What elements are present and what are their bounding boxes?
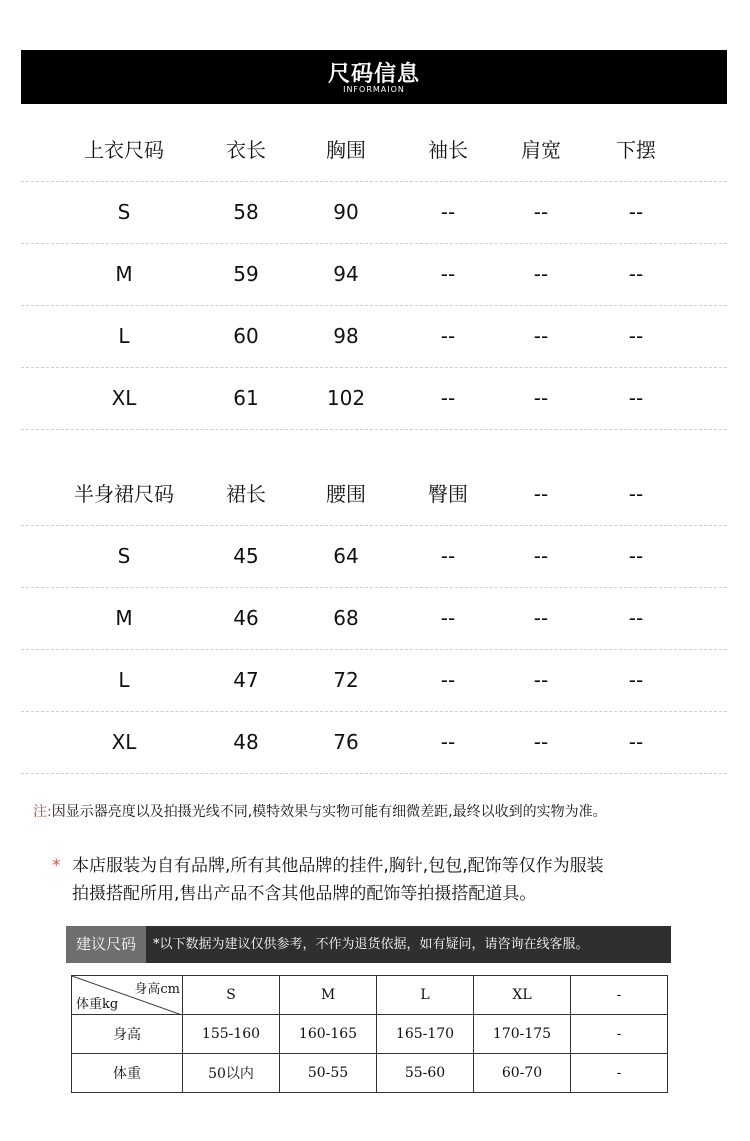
table-row	[21, 526, 727, 588]
grid-cell: 50-55	[280, 1054, 377, 1093]
grid-col-header: XL	[474, 976, 571, 1015]
recommend-size-bar	[66, 926, 671, 963]
measurement-cell: --	[440, 324, 456, 348]
measurement-cell: --	[533, 386, 549, 410]
column-header: --	[628, 482, 644, 506]
column-header: 衣长	[226, 138, 266, 162]
measurement-cell: 48	[233, 730, 259, 754]
grid-header-row	[72, 976, 668, 1015]
measurement-cell: 60	[233, 324, 259, 348]
disclaimer-line-2: 拍摄搭配所用,售出产品不含其他品牌的配饰等拍摄搭配道具。	[72, 884, 537, 904]
note-text: 因显示器亮度以及拍摄光线不同,模特效果与实物可能有细微差距,最终以收到的实物为准。	[51, 804, 607, 820]
measurement-cell: 64	[333, 544, 359, 568]
grid-row-label: 体重	[72, 1054, 183, 1093]
corner-height-label: 身高cm	[134, 982, 180, 997]
measurement-cell: --	[533, 200, 549, 224]
grid-col-header: M	[280, 976, 377, 1015]
grid-cell: 160-165	[280, 1015, 377, 1054]
table-row	[21, 712, 727, 774]
grid-row-height	[72, 1015, 668, 1054]
column-header: 腰围	[326, 482, 366, 506]
column-header: 裙长	[226, 482, 266, 506]
measurement-cell: --	[628, 324, 644, 348]
column-header: 上衣尺码	[84, 138, 164, 162]
measurement-cell: 90	[333, 200, 359, 224]
measurement-cell: --	[533, 606, 549, 630]
measurement-cell: 58	[233, 200, 259, 224]
table-row	[21, 306, 727, 368]
measurement-cell: --	[440, 200, 456, 224]
measurement-cell: 72	[333, 668, 359, 692]
size-label: M	[115, 606, 133, 630]
brand-disclaimer	[52, 852, 604, 908]
table-row	[21, 588, 727, 650]
size-label: S	[117, 544, 131, 568]
measurement-cell: --	[533, 324, 549, 348]
measurement-cell: --	[628, 386, 644, 410]
grid-cell: 170-175	[474, 1015, 571, 1054]
recommend-message: *以下数据为建议仅供参考，不作为退货依据，如有疑问，请咨询在线客服。	[153, 937, 589, 952]
measurement-cell: --	[440, 262, 456, 286]
grid-corner-cell	[72, 976, 183, 1015]
recommend-tag: 建议尺码	[66, 926, 146, 963]
grid-cell: 55-60	[377, 1054, 474, 1093]
table-header-row	[21, 120, 727, 182]
measurement-cell: 45	[233, 544, 259, 568]
column-header: --	[533, 482, 549, 506]
grid-col-header: -	[571, 976, 668, 1015]
recommend-size-grid	[71, 975, 668, 1093]
column-header: 肩宽	[521, 138, 561, 162]
measurement-cell: --	[533, 262, 549, 286]
grid-cell: 60-70	[474, 1054, 571, 1093]
measurement-cell: --	[628, 606, 644, 630]
measurement-cell: --	[628, 730, 644, 754]
table-row	[21, 368, 727, 430]
measurement-cell: --	[533, 544, 549, 568]
grid-cell: -	[571, 1054, 668, 1093]
grid-row-label: 身高	[72, 1015, 183, 1054]
note-prefix: 注:	[33, 804, 52, 820]
size-label: L	[118, 668, 130, 692]
skirt-size-table	[21, 464, 727, 774]
grid-cell: 155-160	[183, 1015, 280, 1054]
grid-col-header: S	[183, 976, 280, 1015]
size-label: XL	[111, 730, 137, 754]
column-header: 胸围	[326, 138, 366, 162]
measurement-cell: --	[628, 200, 644, 224]
size-label: S	[117, 200, 131, 224]
measurement-cell: --	[440, 730, 456, 754]
measurement-cell: --	[440, 606, 456, 630]
column-header: 臀围	[428, 482, 468, 506]
column-header: 下摆	[616, 138, 656, 162]
measurement-cell: --	[440, 544, 456, 568]
measurement-cell: --	[440, 386, 456, 410]
measurement-cell: 61	[233, 386, 259, 410]
measurement-cell: --	[440, 668, 456, 692]
top-size-table	[21, 120, 727, 430]
measurement-cell: 98	[333, 324, 359, 348]
measurement-cell: 68	[333, 606, 359, 630]
display-note	[33, 801, 607, 821]
disclaimer-line-1: 本店服装为自有品牌,所有其他品牌的挂件,胸针,包包,配饰等仅作为服装	[72, 856, 604, 876]
measurement-cell: 76	[333, 730, 359, 754]
grid-cell: -	[571, 1015, 668, 1054]
measurement-cell: --	[628, 544, 644, 568]
table-row	[21, 244, 727, 306]
measurement-cell: --	[628, 262, 644, 286]
corner-weight-label: 体重kg	[76, 997, 119, 1012]
measurement-cell: --	[533, 730, 549, 754]
measurement-cell: 59	[233, 262, 259, 286]
table-row	[21, 650, 727, 712]
size-label: XL	[111, 386, 137, 410]
measurement-cell: --	[533, 668, 549, 692]
size-label: M	[115, 262, 133, 286]
asterisk-icon: *	[52, 856, 61, 876]
grid-col-header: L	[377, 976, 474, 1015]
measurement-cell: 102	[326, 386, 366, 410]
banner-subtitle: INFORMAION	[343, 85, 405, 94]
measurement-cell: 46	[233, 606, 259, 630]
size-label: L	[118, 324, 130, 348]
measurement-cell: 94	[333, 262, 359, 286]
column-header: 袖长	[428, 138, 468, 162]
column-header: 半身裙尺码	[74, 482, 174, 506]
table-header-row	[21, 464, 727, 526]
size-info-banner	[21, 50, 727, 104]
grid-cell: 165-170	[377, 1015, 474, 1054]
table-row	[21, 182, 727, 244]
grid-cell: 50以内	[183, 1054, 280, 1093]
banner-title: 尺码信息	[327, 62, 420, 87]
grid-row-weight	[72, 1054, 668, 1093]
measurement-cell: 47	[233, 668, 259, 692]
measurement-cell: --	[628, 668, 644, 692]
